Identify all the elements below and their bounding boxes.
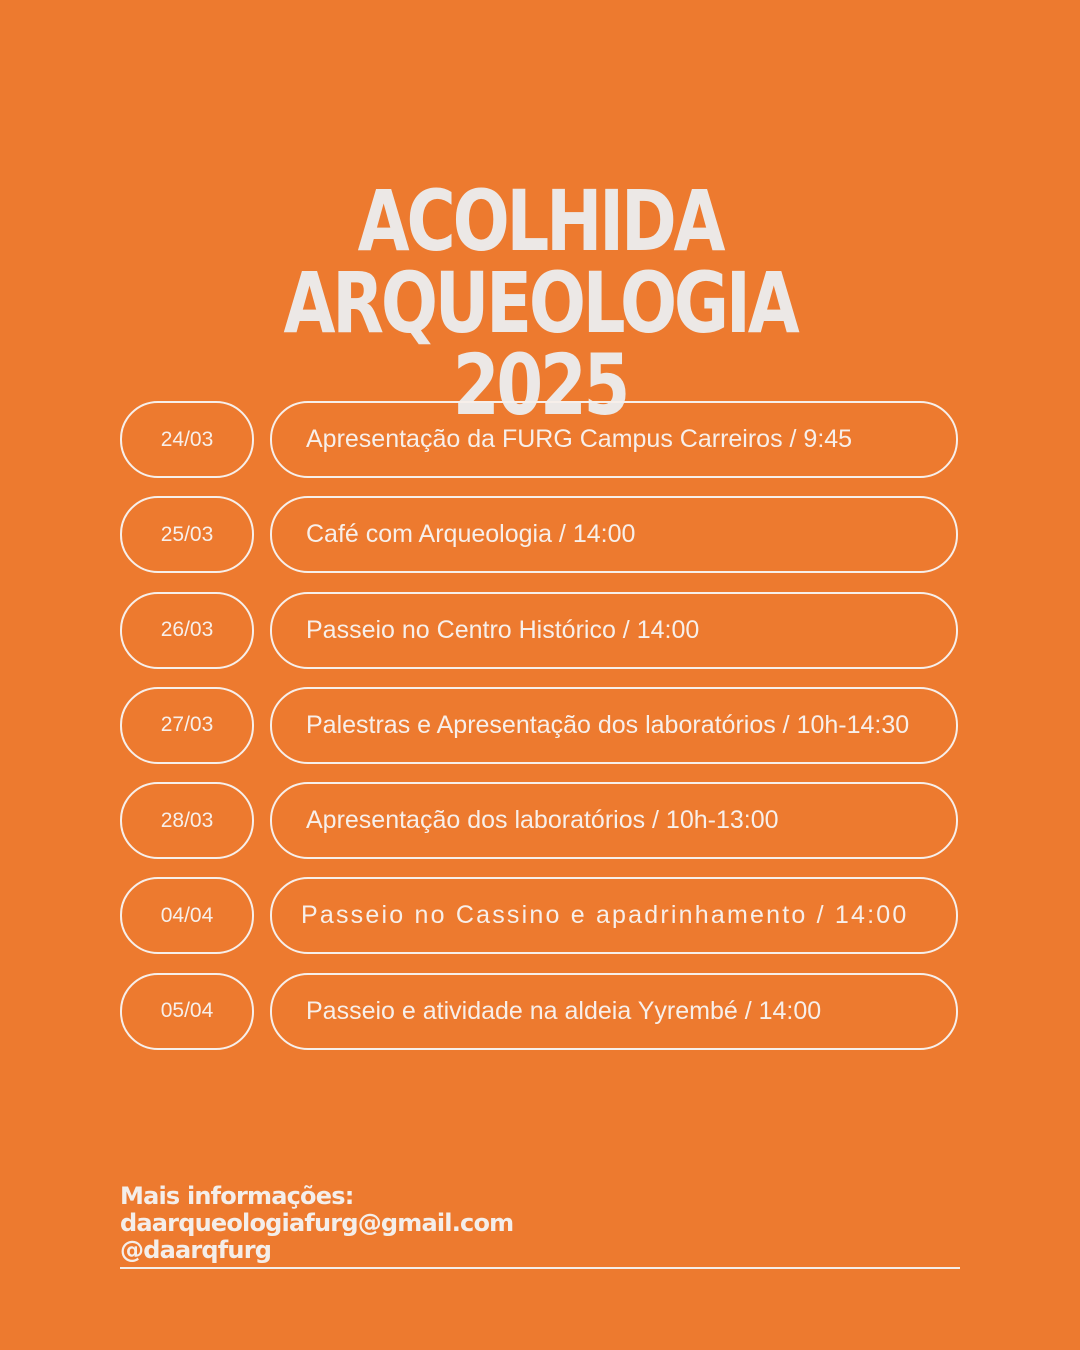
title-line-1: ACOLHIDA ARQUEOLOGIA	[283, 172, 797, 352]
info-label: Mais informações:	[120, 1182, 354, 1210]
schedule-row	[120, 973, 960, 1050]
footer-divider	[120, 1267, 960, 1269]
date-pill: 24/03	[120, 401, 254, 478]
title-line-2: 2025	[452, 336, 628, 434]
event-pill: Apresentação dos laboratórios / 10h-13:00	[270, 782, 958, 859]
schedule-row	[120, 687, 960, 764]
schedule-row	[120, 496, 960, 573]
page-title	[108, 172, 972, 434]
event-pill: Palestras e Apresentação dos laboratórios / 10h-14:30	[270, 687, 958, 764]
event-pill: Café com Arqueologia / 14:00	[270, 496, 958, 573]
date-pill: 25/03	[120, 496, 254, 573]
contact-email: daarqueologiafurg@gmail.com	[120, 1209, 514, 1237]
date-pill: 04/04	[120, 877, 254, 954]
schedule-row	[120, 401, 960, 478]
date-pill: 27/03	[120, 687, 254, 764]
schedule-list	[120, 401, 960, 1068]
event-pill: Passeio no Centro Histórico / 14:00	[270, 592, 958, 669]
contact-info	[120, 1183, 513, 1264]
schedule-row	[120, 782, 960, 859]
date-pill: 05/04	[120, 973, 254, 1050]
contact-handle: @daarqfurg	[120, 1236, 272, 1264]
date-pill: 28/03	[120, 782, 254, 859]
event-pill: Apresentação da FURG Campus Carreiros / 9:45	[270, 401, 958, 478]
schedule-row	[120, 877, 960, 954]
event-pill: Passeio no Cassino e apadrinhamento / 14:00	[270, 877, 958, 954]
event-pill: Passeio e atividade na aldeia Yyrembé / 14:00	[270, 973, 958, 1050]
date-pill: 26/03	[120, 592, 254, 669]
schedule-row	[120, 592, 960, 669]
